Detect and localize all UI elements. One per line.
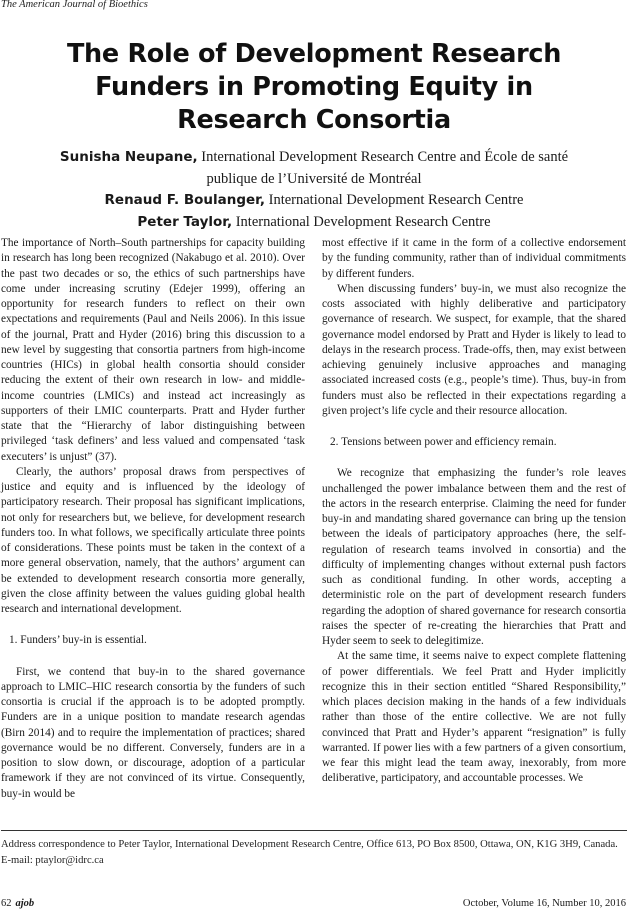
author-affiliation: International Development Research Centre (264, 192, 524, 208)
body-column-right (322, 236, 626, 787)
author-line (0, 147, 628, 169)
author-affiliation-cont: publique de l’Université de Montréal (206, 170, 422, 187)
section-spacer (322, 450, 626, 466)
author-name: Peter Taylor, (137, 213, 233, 230)
body-paragraph: Clearly, the authors’ proposal draws from perspectives of justice and equity and is influenced by the ideology of participatory research. Their proposal has significant implications, not only for researchers but, we believe, for development research funders too. In what follows, we specifically articulate three points of considerations. These points must be taken in the context of a more general observation, namely, that the authors’ argument can be extended to development research consortia more generally, given the close affinity between the values guiding global health research and international development. (1, 465, 305, 615)
author-name: Renaud F. Boulanger, (104, 192, 265, 208)
body-column-left (1, 236, 305, 802)
author-line (0, 190, 628, 212)
issue-info: October, Volume 16, Number 10, 2016 (462, 898, 626, 909)
author-list (0, 147, 628, 233)
author-affiliation: International Development Research Centre (232, 213, 491, 230)
footnote-divider (1, 830, 627, 831)
body-paragraph: At the same time, it seems naive to expect complete flattening of power differentials. We feel Pratt and Hyder implicitly recognize this in their section entitled “Shared Responsibility,” which places decision making in the hands of a few individuals rather than those of the entire collective. We are not fully convinced that Pratt and Hyder’s apparent “resignation” is fully warranted. If power lies with a few partners of a given consortium, we fear this might lead the team away, inexorably, from more deliberative, participatory, and accountable processes. We (322, 650, 626, 785)
article-title-line: The Role of Development Research (66, 39, 562, 69)
section-spacer (1, 617, 305, 633)
body-paragraph: First, we contend that buy-in to the shared governance approach to LMIC–HIC research consortia by the funders of such consortia is crucial if the approach is to be adopted promptly. Funders are in a unique position to mandate research agendas (Birn 2014) and to require the implementation of practices; shared governance would be no different. Conversely, funders are in a position to slow down, or discourage, adoption of a particular framework if they are not convinced of its virtue. Consequently, buy-in would be (1, 665, 305, 800)
body-paragraph: The importance of North–South partnerships for capacity building in research has long been recognized (Nakabugo et al. 2010). Over the past two decades or so, the ethics of such partnerships have come under increasing scrutiny (Edejer 1999), offering an opportunity for research funders to reflect on their own expectations and requirements (Paul and Neils 2006). In this issue of the journal, Pratt and Hyder (2016) bring this discussion to a new level by suggesting that consortia partners from high-income countries (HICs) in global health consortia should consider reducing the extent of their own research in low- and middle-income countries (LMICs) and instead act increasingly as supporters of their LMIC counterparts. Pratt and Hyder further state that the “Hierarchy of labor distinguishing between privileged ‘task definers’ and less valued and compensated ‘task executers’ is unjust” (37). (1, 237, 305, 463)
journal-brand: ajob (15, 898, 35, 909)
numbered-point-heading: 1. Funders’ buy-in is essential. (9, 634, 147, 647)
author-line (0, 212, 628, 234)
section-spacer (1, 649, 305, 665)
numbered-point-heading: 2. Tensions between power and efficiency remain. (330, 436, 557, 448)
author-affiliation: International Development Research Centre and École de santé (197, 149, 569, 165)
article-title-line: Research Consortia (177, 105, 451, 135)
article-title-line: Funders in Promoting Equity in (95, 72, 533, 102)
journal-running-header: The American Journal of Bioethics (1, 0, 148, 10)
correspondence-address: Address correspondence to Peter Taylor, International Development Research Centre, Office 613, PO Box 8500, Ottawa, ON, K1G 3H9, Canada. E-mail: ptaylor@idrc.ca (1, 839, 618, 866)
body-paragraph: most effective if it came in the form of a collective endorsement by the funding community, rather than of individual commitments by different funders. (322, 237, 626, 280)
section-spacer (322, 419, 626, 435)
body-paragraph: When discussing funders’ buy-in, we must also recognize the costs associated with highly deliberative and participatory governance of research. We suspect, for example, that the shared governance model endorsed by Pratt and Hyder is likely to lead to delays in the research process. Trade-offs, then, may exist between achieving genuinely inclusive approaches and managing associated increased costs (e.g., people’s time). Thus, buy-in from funders must also be reflected in their expectations regarding a given project’s life cycle and their resource allocation. (322, 282, 626, 417)
body-paragraph: We recognize that emphasizing the funder’s role leaves unchallenged the power imbalance between them and the rest of the actors in the research enterprise. Claiming the need for funder buy-in and mandating shared governance can bring up the tension between the ideals of participatory approaches (here, the self-regulation of research teams involved in consortia) and the difficulty of implementing changes without external push factors such as conditional funding. In other words, accepting a deterministic role on the part of development research funders regarding the adoption of shared governance for research consortia raises the specter of re-creating the hierarchies that Pratt and Hyder seem to seek to delegitimize. (322, 467, 626, 647)
author-name: Sunisha Neupane, (59, 149, 198, 165)
page-footer-left (1, 898, 34, 909)
article-title (0, 38, 628, 137)
page-number: 62 (1, 898, 12, 909)
